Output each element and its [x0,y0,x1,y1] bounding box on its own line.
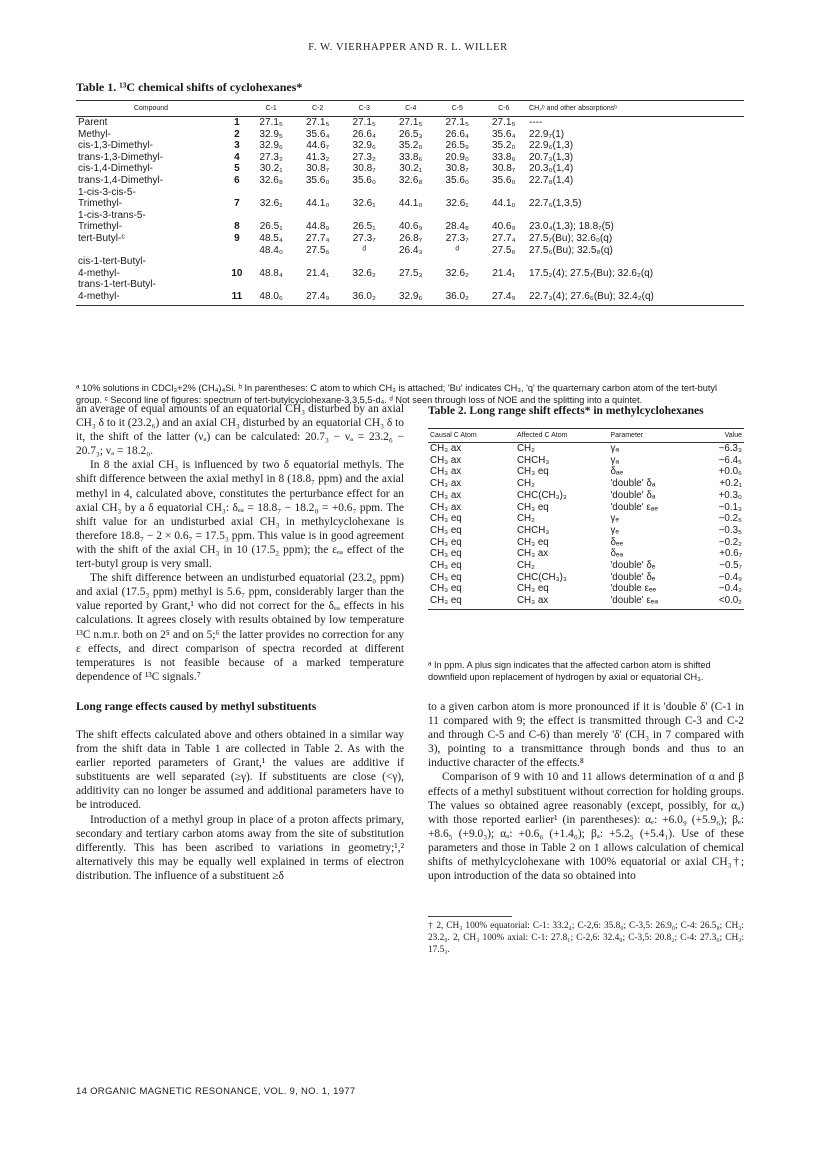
table1-cell: Trimethyl- [78,221,123,233]
table1-cell [226,256,248,268]
table1-cell [434,256,481,268]
table2-cell: γₐ [610,454,619,466]
table1-cell: 26.5₁ [352,221,376,233]
table2-cell: CH₃ eq [430,571,462,583]
table2-cell: CH₃ eq [430,513,462,525]
table-row [76,140,744,152]
table1-cell [248,279,295,291]
table1-cell: 27.5₆ [492,244,516,256]
table1-cell [226,210,248,222]
table2-cell: 'double' δₑ [610,560,656,572]
table1-cell: 10 [231,267,243,279]
table-row [76,279,744,291]
table1-cell: 27.1₅ [352,117,376,128]
table1-cell: 26.6₄ [445,128,470,140]
table-row [428,513,744,525]
table1-header-cell: C-2 [294,101,341,117]
table1-cell: 44.6₇ [306,140,330,152]
left-column [76,402,404,883]
table1-cell: 26.6₄ [352,128,376,140]
table2-cell: CH₃ eq [516,466,549,478]
table1-header-cell: C-4 [387,101,434,117]
table1-title: Table 1. ¹³C chemical shifts of cyclohexanes* [76,80,303,94]
table1-cell [527,187,744,199]
table-row [428,455,744,467]
table2-title: Table 2. Long range shift effects* in methylcyclohexanes [428,405,704,417]
table1-cell: 36.0₂ [434,291,481,305]
table1-cell [248,187,295,199]
table2-cell: CHC(CH₃)₃ [516,571,567,583]
table1-cell: 26.8₇ [399,232,423,244]
table1-cell: 27.7₄ [491,232,516,244]
table1 [76,100,744,306]
table1-cell [481,210,528,222]
table2-cell: CH₃ eq [430,536,462,548]
table1-cell: 27.4₉ [294,291,341,305]
table1-cell: 44.1₀ [491,198,516,210]
table1-cell: 44.1₀ [398,198,423,210]
table1-cell: 35.6₀ [352,174,377,186]
table2-cell: CH₂ [516,443,535,454]
table-row [428,595,744,609]
table1-cell: 21.4₁ [306,267,330,279]
table-row [428,560,744,572]
table1-cell: 27.5₆(Bu); 32.5₈(q) [529,244,613,256]
table2-cell: −0.5₇ [719,560,742,572]
table2-cell: CH₃ ax [430,466,462,478]
table1-cell: 36.0₂ [341,291,388,305]
table1-cell [481,187,528,199]
table1-cell: 2 [234,128,240,140]
table2-cell: CH₃ ax [430,454,462,466]
paragraph: Comparison of 9 with 10 and 11 allows determination of α and β effects of a methyl substituent without correction for holding groups. The values so obtained agree reasonably (except, possibly, for αₐ) with those reported earlier¹ (in parentheses): αₑ: +6.0₉ (+5.9₆); βₑ: +8.6₅ (+9.0₃); αₐ: +0.6₆ (+1.4₀); βₐ: +5.2₅ (+5.4₁). Use of these parameters and those in Table 2 on 1 allows calculation of chemical shifts of methylcyclohexane with 100% equatorial or axial CH₃†; upon introduction of the data so obtained into [428,771,744,883]
table1-cell: 30.8₇ [306,163,330,175]
table1-header-cell: C-6 [481,101,528,117]
table1-cell [226,279,248,291]
table1-cell: 44.8₉ [305,221,330,233]
table2-cell: CH₃ eq [516,536,549,548]
table1-cell: 32.9₅ [259,128,283,140]
text-footnote: † 2, CH₃ 100% equatorial: C-1: 33.2₄; C-2,6: 35.8₀; C-3,5: 26.9₀; C-4: 26.5₈; CH₃: 23.2₀. 2, CH₃ 100% axial: C-1: 27.8₁; C-2,6: 32.4₀; C-3,5: 20.8₂; C-4: 27.3₆; CH₃: 17.5₃. [428,921,744,955]
table2-cell: −6.3₃ [718,443,742,454]
table1-cell: 32.6₂ [445,267,469,279]
table1-cell: trans-1-tert-Butyl- [78,279,156,291]
table2-cell: −0.4₂ [718,583,742,595]
table2-header-cell: Value [697,429,744,443]
table-row [428,537,744,549]
table1-cell: 32.6₈ [398,174,423,186]
table2-cell: 'double' δₐ [610,478,656,490]
table2-cell: CHCH₃ [516,454,550,466]
table1-cell: tert-Butyl-ᶜ [78,232,125,244]
table1-cell [387,187,434,199]
table1-cell: 26.4₃ [398,244,423,256]
table1-cell: 30.2₁ [399,163,423,175]
table1-cell [387,279,434,291]
table1-cell: 4 [234,151,240,163]
table2-cell: γₐ [610,443,619,454]
table1-cell: 32.6₂ [352,267,376,279]
table1-cell: 22.9₇(1) [529,128,565,140]
table1-cell [387,256,434,268]
table-row [428,502,744,514]
table1-cell: trans-1,4-Dimethyl- [78,174,164,186]
table1-cell: 35.6₀ [305,174,330,186]
table1-cell [341,187,388,199]
table-row [76,175,744,187]
table1-cell: 4-methyl- [76,291,226,305]
table1-cell: ᵈ [455,244,460,256]
table2-cell: CH₂ [516,478,535,490]
table2-cell: δₑₐ [610,548,624,560]
paragraph: In 8 the axial CH₃ is influenced by two δ equatorial methyls. The shift difference between the axial methyl in 8 (18.8₇ ppm) and the axial methyl in 4, calculated above, constitutes the perturbance effect for an axial CH₃ by a δ equatorial CH₃: δₑₐ = 18.8₇ − 18.2₀ = +0.6₇ ppm. The shift value for an undisturbed axial CH₃ in methylcyclohexane is therefore 18.8₇ − 2 × 0.6₇ = 17.5₃ ppm. This value is in good agreement with the shift of the axial CH₃ in 10 (17.5₂ ppm); the εₑₐ effect of the tert-butyl group is very small. [76,459,404,571]
table1-cell [294,210,341,222]
table2-cell: CH₃ ax [515,595,608,609]
table-row [76,117,744,129]
table1-cell: Parent [78,117,108,128]
table1-cell: 21.4₁ [492,267,516,279]
table2-cell: −6.4₅ [718,454,742,466]
table1-cell: 22.7₆(1,3,5) [529,198,582,210]
table1-cell: 35.2₀ [398,140,423,152]
table-row [76,233,744,245]
table2-cell: −0.2₅ [718,513,742,525]
table2-cell: CH₃ eq [430,524,462,536]
table1-cell: 30.8₇ [492,163,516,175]
table1-cell: 27.5₆ [305,244,330,256]
table1-cell: 28.4₈ [445,221,470,233]
table1-cell [248,210,295,222]
table1-cell [341,210,388,222]
table2-cell: −0.4₉ [718,571,742,583]
table1-cell: 30.8₇ [352,163,376,175]
table1-cell: 48.0₆ [248,291,295,305]
table-row [428,466,744,478]
table1-cell: 27.3₇ [445,232,469,244]
table1-cell: 27.1₅ [492,117,516,128]
table2-header-cell: Affected C Atom [515,429,608,443]
table1-cell [294,187,341,199]
table-row [76,291,744,305]
table1-cell: 30.2₁ [259,163,283,175]
table1-cell: 27.5₇(Bu); 32.6₀(q) [529,232,613,244]
table1-header-cell [226,101,248,117]
table2-cell: +0.2₁ [719,478,742,490]
table1-cell: 32.6₈ [259,174,283,186]
table1-cell: 26.5₃ [398,128,423,140]
table-row [428,583,744,595]
table-row [428,443,744,455]
table2-cell: 'double' εₑₐ [608,595,696,609]
table1-cell: 20.9₀ [445,151,470,163]
table1-cell: 27.7₄ [305,232,330,244]
table1-cell: 7 [234,198,240,210]
table2-cell: 'double εₑₑ [610,583,657,595]
table1-cell: 27.1₅ [398,117,423,128]
table1-cell: 40.6₉ [399,221,423,233]
table1-header-cell: CH₃ᵇ and other absorptionsᵇ [527,101,744,117]
table1-cell: 6 [234,174,240,186]
table1-cell: 1-cis-3-trans-5- [78,209,146,221]
table2-cell: +0.0₆ [718,466,742,478]
table1-header-cell: C-5 [434,101,481,117]
table2-cell: CHC(CH₃)₃ [516,489,567,501]
table1-cell [387,210,434,222]
table2-cell: CH₃ eq [430,583,462,595]
table2-cell: −0.3₅ [718,524,742,536]
table-row [76,221,744,233]
table1-cell: 26.5₁ [259,221,283,233]
table1-cell: 35.6₀ [445,174,470,186]
table2-header-cell: Parameter [608,429,696,443]
table1-cell: 32.6₁ [445,198,469,210]
table2-cell: δₐₑ [610,466,624,478]
table1-cell [76,245,226,257]
page-footer: 14 ORGANIC MAGNETIC RESONANCE, VOL. 9, NO. 1, 1977 [76,1086,356,1097]
table1-cell: 11 [226,291,248,305]
table2-cell: CH₂ [516,513,535,525]
table2-cell: −0.1₃ [718,501,742,513]
table1-cell: 27.3₇ [352,232,376,244]
table2-cell: CH₂ [516,560,535,572]
table1-cell: 35.6₄ [491,128,516,140]
table-row [76,268,744,280]
table1-cell: 22.7₈(1,4) [529,174,574,186]
table1-cell [434,279,481,291]
paragraph: to a given carbon atom is more pronounced if it is 'double δ' (C-1 in 11 compared with 9; the effect is transmitted through C-3 and C-2 and through C-5 and C-6) than merely 'δ' (CH₃ in 7 compared with 3), pointing to a transmittance through bonds and thus to an inductive character of the effects.⁸ [428,701,744,770]
table2-cell: +0.3₀ [718,489,742,501]
table2-cell: −0.2₂ [718,536,742,548]
section-heading: Long range effects caused by methyl substituents [76,700,317,713]
table1-cell [481,279,528,291]
table1-cell [248,256,295,268]
table2-cell: CH₃ ax [430,443,462,454]
running-head: F. W. VIERHAPPER AND R. L. WILLER [308,42,508,53]
table1-cell: 8 [234,221,240,233]
table2-cell: CH₃ eq [516,583,549,595]
table1-cell: 48.8₄ [259,267,283,279]
table2-cell: <0.0₂ [697,595,744,609]
table1-cell [294,279,341,291]
paragraph: Introduction of a methyl group in place of a proton affects primary, secondary and tertiary carbon atoms away from the site of substitution differently. This has been ascribed to variations in geometry;¹,² alternatively this may be equally well explained in terms of electron distribution. The influence of a substituent ≥δ [76,813,404,882]
table-row [76,198,744,210]
table1-cell: 35.2₀ [491,140,516,152]
table1-cell [294,256,341,268]
table2-cell: 'double' δₑ [610,571,656,583]
table1-cell [341,279,388,291]
table1-cell [434,187,481,199]
table1-cell [226,187,248,199]
table1-cell: 35.6₀ [491,174,516,186]
table-row [76,187,744,199]
paragraph: The shift effects calculated above and others obtained in a similar way from the shift data in Table 1 are collected in Table 2. As with the earlier reported parameters of Grant,¹ the values are additive if substituents are well separated (≥γ). If substituents are close (<γ), additivity can no longer be assumed and additional parameters have to be introduced. [76,728,404,812]
table1-cell: cis-1-tert-Butyl- [78,256,146,268]
table-row [76,210,744,222]
table1-cell: 48.4₀ [259,244,283,256]
table2-cell: CH₃ eq [428,595,515,609]
table2-cell: CH₃ eq [516,501,549,513]
table1-cell: 27.1₅ [259,117,283,128]
table-row [428,478,744,490]
table-row [76,129,744,141]
table2-cell: 'double' εₐₑ [610,501,658,513]
table1-cell [341,256,388,268]
table1-cell: 22.7₃(4); 27.6₆(Bu); 32.4₂(q) [527,291,744,305]
table2-cell: 'double' δₐ [610,489,656,501]
table1-cell: ᵈ [362,244,367,256]
table1-cell: 27.5₃ [398,267,423,279]
table1-cell: 33.8₆ [398,151,423,163]
table1-cell: 20.7₃(1,3) [529,151,574,163]
table1-cell: 32.6₁ [259,198,283,210]
table1-cell: 4-methyl- [78,267,120,279]
table2-footnote: ᵃ In ppm. A plus sign indicates that the affected carbon atom is shifted downfield upon replacement of hydrogen by axial or equatorial CH₃. [428,660,711,682]
footnote-rule [428,916,512,917]
table2-cell: CHCH₃ [516,524,550,536]
table1-cell [527,279,744,291]
table1-cell: Methyl- [78,128,111,140]
table2-cell: CH₃ ax [430,501,462,513]
table1-cell: ---- [529,117,543,128]
table-row [76,163,744,175]
table1-cell: 3 [234,140,240,152]
table2-cell: CH₃ ax [430,478,462,490]
table-row [428,572,744,584]
table1-cell [481,256,528,268]
table1-cell: 32.9₆ [387,291,434,305]
table-row [76,152,744,164]
table2-cell: CH₃ eq [430,548,462,560]
table1-cell [527,210,744,222]
table2-cell: γₑ [610,524,619,536]
right-column [428,700,744,883]
table1-cell: 23.0₄(1,3); 18.8₇(5) [529,221,614,233]
table-row [76,256,744,268]
table1-footnote: ᵃ 10% solutions in CDCl₃+2% (CH₄)₄Si. ᵇ In parentheses: C atom to which CH₃ is attached; 'Bu' indicates CH₃, 'q' the quarternary carbon atom of the tert-butyl group. ᶜ Second line of figures: spectrum of tert-butylcyclohexane-3,3,5,5-d₄. ᵈ Not seen through loss of NOE and the splitting into a quintet. [76,383,718,405]
table1-cell [434,210,481,222]
table2-cell: CH₃ ax [430,489,462,501]
paragraph: an average of equal amounts of an equatorial CH₃ disturbed by an axial CH₃ δ to it (23.2₆) and an axial CH₃ disturbed by an equatorial CH₃ δ to it, the shift of the latter (νₐ) can be calculated: 20.7₃ − νₐ = 23.2₆ − 20.7₃; νₐ = 18.2₀. [76,403,404,458]
table1-cell: 30.8₇ [445,163,469,175]
table1-cell: 26.5₉ [445,140,469,152]
table2-cell: γₑ [610,513,619,525]
table1-cell: 40.6₉ [492,221,516,233]
table1-cell: 27.1₅ [305,117,330,128]
table1-cell: cis-1,3-Dimethyl- [78,140,154,152]
table1-header-cell: C-1 [248,101,295,117]
table1-cell: 32.6₁ [352,198,376,210]
table1-cell: 32.9₆ [352,140,376,152]
table1-cell: 27.1₅ [445,117,469,128]
table1-header-cell: C-3 [341,101,388,117]
table2-cell: CH₃ eq [430,560,462,572]
table-row [76,245,744,257]
table1-cell: 44.1₀ [305,198,330,210]
table1-cell: 5 [234,163,240,175]
table1-cell: 1-cis-3-cis-5- [78,186,136,198]
table1-cell [226,245,248,257]
table1-header-cell: Compound [76,101,226,117]
table-row [428,490,744,502]
table1-cell: 20.3₀(1,4) [529,163,574,175]
table-row [428,525,744,537]
table1-cell: 27.3₂ [352,151,376,163]
table1-cell: 27.3₂ [259,151,283,163]
table1-cell: 22.9₆(1,3) [529,140,574,152]
table1-cell: 9 [234,232,240,244]
table2-header-cell: Causal C Atom [428,429,515,443]
paragraph: The shift difference between an undisturbed equatorial (23.2₀ ppm) and axial (17.5₃ ppm) methyl is 5.6₇ ppm, considerably larger than the value reported by Grant,¹ who did not correct for the δₑₐ effects in his calculations. It agrees closely with results obtained by low temperature ¹³C n.m.r. both on 2⁵ and on 5;⁶ the latter provides no correction for any ε effects, and direct comparison of spectra recorded at different temperatures is not feasible because of a marked temperature dependence of ¹³C signals.⁷ [76,572,404,683]
table1-cell: cis-1,4-Dimethyl- [78,163,154,175]
table1-cell: 33.8₆ [492,151,516,163]
table2-cell: δₑₑ [610,536,624,548]
table2-cell: +0.6₇ [719,548,742,560]
table1-cell: 17.5₂(4); 27.5₇(Bu); 32.6₂(q) [529,267,654,279]
table1-cell: 32.9₆ [259,140,283,152]
table-row [428,548,744,560]
table1-cell: 48.5₄ [259,232,283,244]
table1-cell [527,256,744,268]
table1-cell: 41.3₂ [306,151,330,163]
table1-cell: 1 [234,117,240,128]
table1-cell: trans-1,3-Dimethyl- [78,151,164,163]
table2 [428,428,744,610]
table1-cell: Trimethyl- [78,198,123,210]
table2-cell: CH₃ ax [516,548,549,560]
table1-cell: 27.4₉ [481,291,528,305]
table1-cell: 35.6₄ [305,128,330,140]
